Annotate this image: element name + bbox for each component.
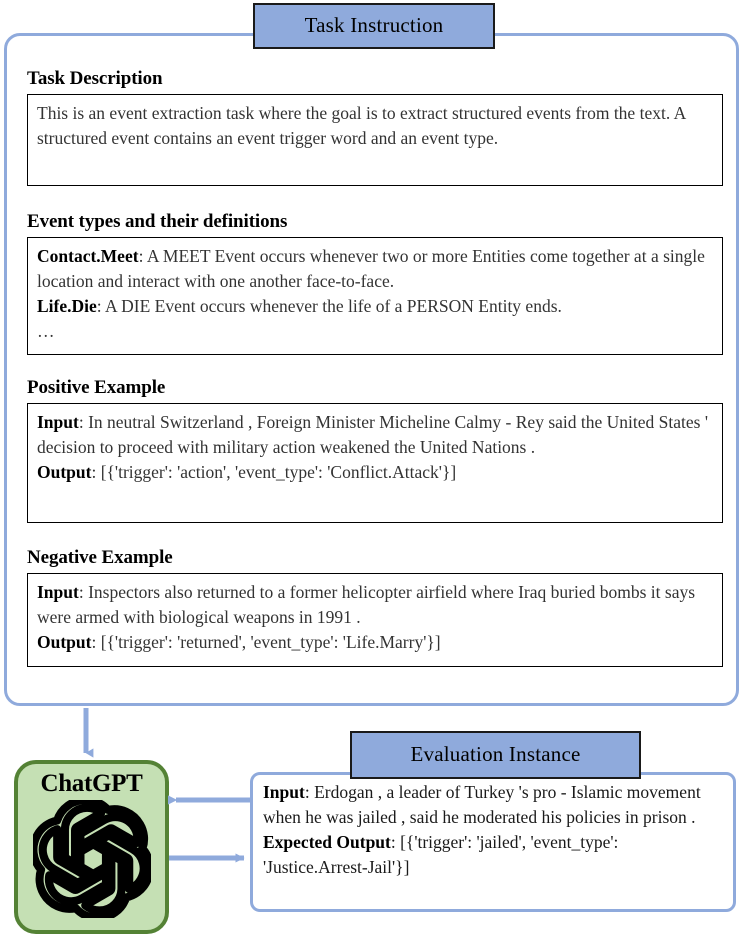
task-instruction-panel	[4, 33, 739, 706]
section-heading-negative-example: Negative Example	[27, 547, 173, 568]
eval-expected-output-label: Expected Output	[263, 832, 391, 852]
input-text: : In neutral Switzerland , Foreign Minister Micheline Calmy - Rey said the United States ' decision to proceed with military action weakened the United Nations .	[37, 412, 708, 457]
eval-input-label: Input	[263, 782, 305, 802]
task-description-box	[27, 94, 723, 186]
event-types-ellipsis: …	[37, 321, 57, 341]
input-label: Input	[37, 412, 79, 432]
event-type-definition: : A MEET Event occurs whenever two or more Entities come together at a single location and interact with one another face-to-face.	[37, 246, 705, 291]
badge-task-instruction: Task Instruction	[253, 3, 495, 49]
output-label: Output	[37, 632, 92, 652]
event-types-box	[27, 237, 723, 355]
event-type-definition: : A DIE Event occurs whenever the life of a PERSON Entity ends.	[96, 296, 562, 316]
positive-example-box	[27, 403, 723, 523]
input-label: Input	[37, 582, 79, 602]
output-text: : [{'trigger': 'action', 'event_type': 'Conflict.Attack'}]	[91, 462, 457, 482]
section-positive-example	[27, 377, 723, 523]
section-task-description	[27, 68, 723, 186]
eval-expected-output-text: : [{'trigger': 'jailed', 'event_type': 'Justice.Arrest-Jail'}]	[263, 832, 619, 877]
section-heading-positive-example: Positive Example	[27, 377, 166, 398]
output-text: : [{'trigger': 'returned', 'event_type': 'Life.Marry'}]	[91, 632, 441, 652]
section-heading-event-types: Event types and their definitions	[27, 211, 288, 232]
input-text: : Inspectors also returned to a former helicopter airfield where Iraq buried bombs it says were armed with biological weapons in 1991 .	[37, 582, 696, 627]
positive-example-input-line	[37, 410, 713, 460]
chatgpt-node	[14, 760, 169, 934]
negative-example-input-line	[37, 580, 713, 630]
section-negative-example	[27, 547, 723, 667]
event-type-entry	[37, 294, 713, 319]
chatgpt-label: ChatGPT	[40, 770, 143, 797]
evaluation-instance-panel	[250, 772, 736, 912]
output-label: Output	[37, 462, 92, 482]
event-type-entry	[37, 244, 713, 294]
event-type-name: Life.Die	[37, 296, 97, 316]
negative-example-output-line	[37, 630, 713, 655]
negative-example-box	[27, 573, 723, 667]
badge-evaluation-instance: Evaluation Instance	[350, 731, 641, 779]
openai-logo-icon	[33, 800, 151, 923]
section-heading-task-description: Task Description	[27, 68, 163, 89]
eval-input-text: : Erdogan , a leader of Turkey 's pro - Islamic movement when he was jailed , said he moderated his policies in prison .	[263, 782, 701, 827]
event-type-name: Contact.Meet	[37, 246, 139, 266]
eval-expected-output-line	[263, 830, 725, 880]
task-description-text: This is an event extraction task where the goal is to extract structured events from the text. A structured event contains an event trigger word and an event type.	[37, 103, 686, 148]
section-event-types	[27, 211, 723, 355]
positive-example-output-line	[37, 460, 713, 485]
eval-input-line	[263, 780, 725, 830]
